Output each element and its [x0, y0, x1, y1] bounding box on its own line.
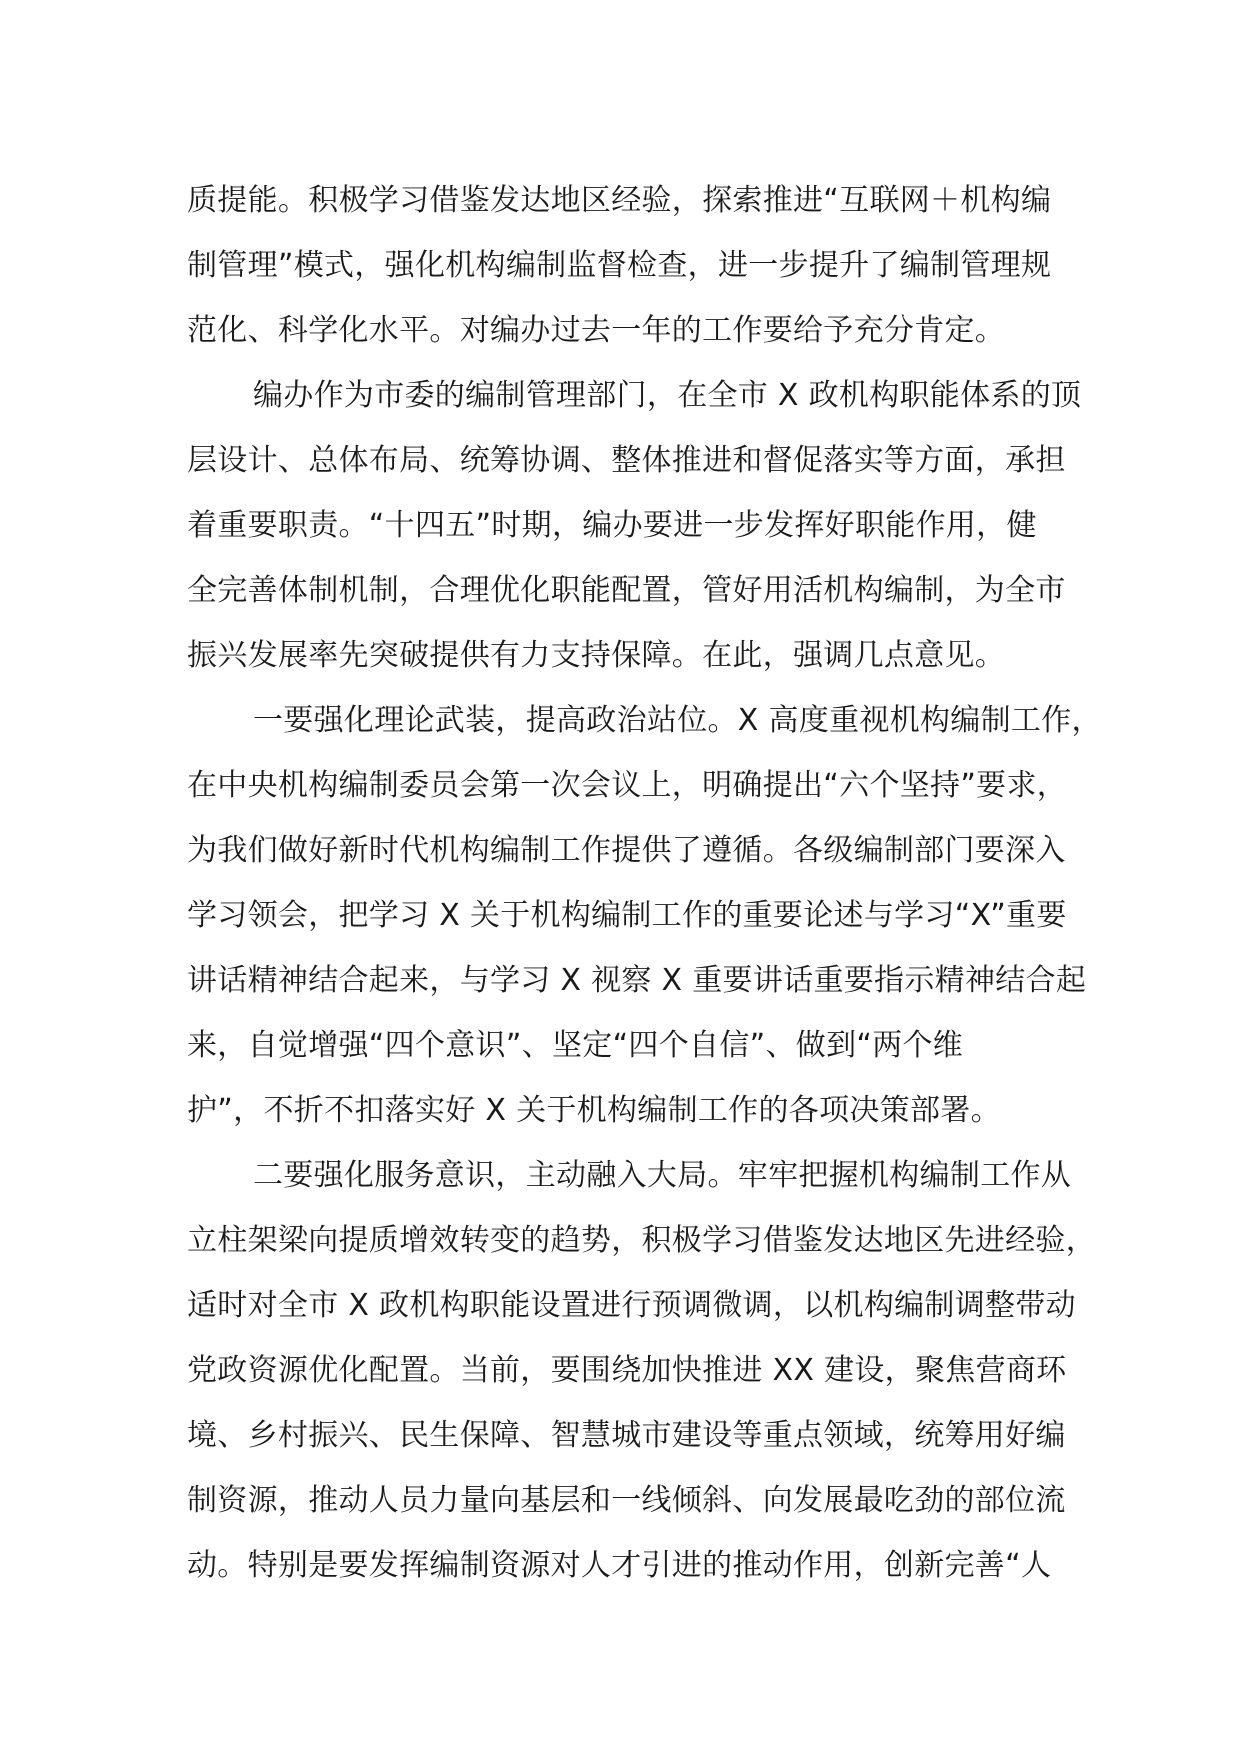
text-line: 适时对全市 X 政机构职能设置进行预调微调，以机构编制调整带动 [187, 1288, 1076, 1323]
text-line: 动。特别是要发挥编制资源对人才引进的推动作用，创新完善“人 [187, 1548, 1052, 1583]
text-line: 党政资源优化配置。当前，要围绕加快推进 XX 建设，聚焦营商环 [187, 1353, 1067, 1388]
text-line: 着重要职责。“十四五”时期，编办要进一步发挥好职能作用，健 [187, 508, 1037, 543]
text-line: 讲话精神结合起来，与学习 X 视察 X 重要讲话重要指示精神结合起 [187, 963, 1087, 998]
text-line: 境、乡村振兴、民生保障、智慧城市建设等重点领域，统筹用好编 [187, 1418, 1066, 1453]
text-line: 全完善体制机制，合理优化职能配置，管好用活机构编制，为全市 [187, 573, 1066, 608]
text-line: 护”，不折不扣落实好 X 关于机构编制工作的各项决策部署。 [187, 1093, 1001, 1128]
text-line: 层设计、总体布局、统筹协调、整体推进和督促落实等方面，承担 [187, 443, 1066, 478]
paragraph-first-line: 编办作为市委的编制管理部门，在全市 X 政机构职能体系的顶 [253, 378, 1082, 413]
paragraph-first-line: 一要强化理论武装，提高政治站位。X 高度重视机构编制工作， [253, 703, 1102, 738]
text-line: 在中央机构编制委员会第一次会议上，明确提出“六个坚持”要求， [187, 768, 1068, 803]
document-body [187, 168, 1102, 1598]
text-line: 学习领会，把学习 X 关于机构编制工作的重要论述与学习“X”重要 [187, 898, 1067, 933]
text-line: 制资源，推动人员力量向基层和一线倾斜、向发展最吃劲的部位流 [187, 1483, 1066, 1518]
text-line: 质提能。积极学习借鉴发达地区经验，探索推进“互联网＋机构编 [187, 183, 1052, 218]
text-line: 为我们做好新时代机构编制工作提供了遵循。各级编制部门要深入 [187, 833, 1066, 868]
text-line: 振兴发展率先突破提供有力支持保障。在此，强调几点意见。 [187, 638, 1006, 673]
text-line: 范化、科学化水平。对编办过去一年的工作要给予充分肯定。 [187, 313, 1006, 348]
paragraph-first-line: 二要强化服务意识，主动融入大局。牢牢把握机构编制工作从 [253, 1158, 1072, 1193]
text-line: 立柱架梁向提质增效转变的趋势，积极学习借鉴发达地区先进经验， [187, 1223, 1096, 1258]
text-line: 制管理”模式，强化机构编制监督检查，进一步提升了编制管理规 [187, 248, 1052, 283]
text-line: 来，自觉增强“四个意识”、坚定“四个自信”、做到“两个维 [187, 1028, 964, 1063]
